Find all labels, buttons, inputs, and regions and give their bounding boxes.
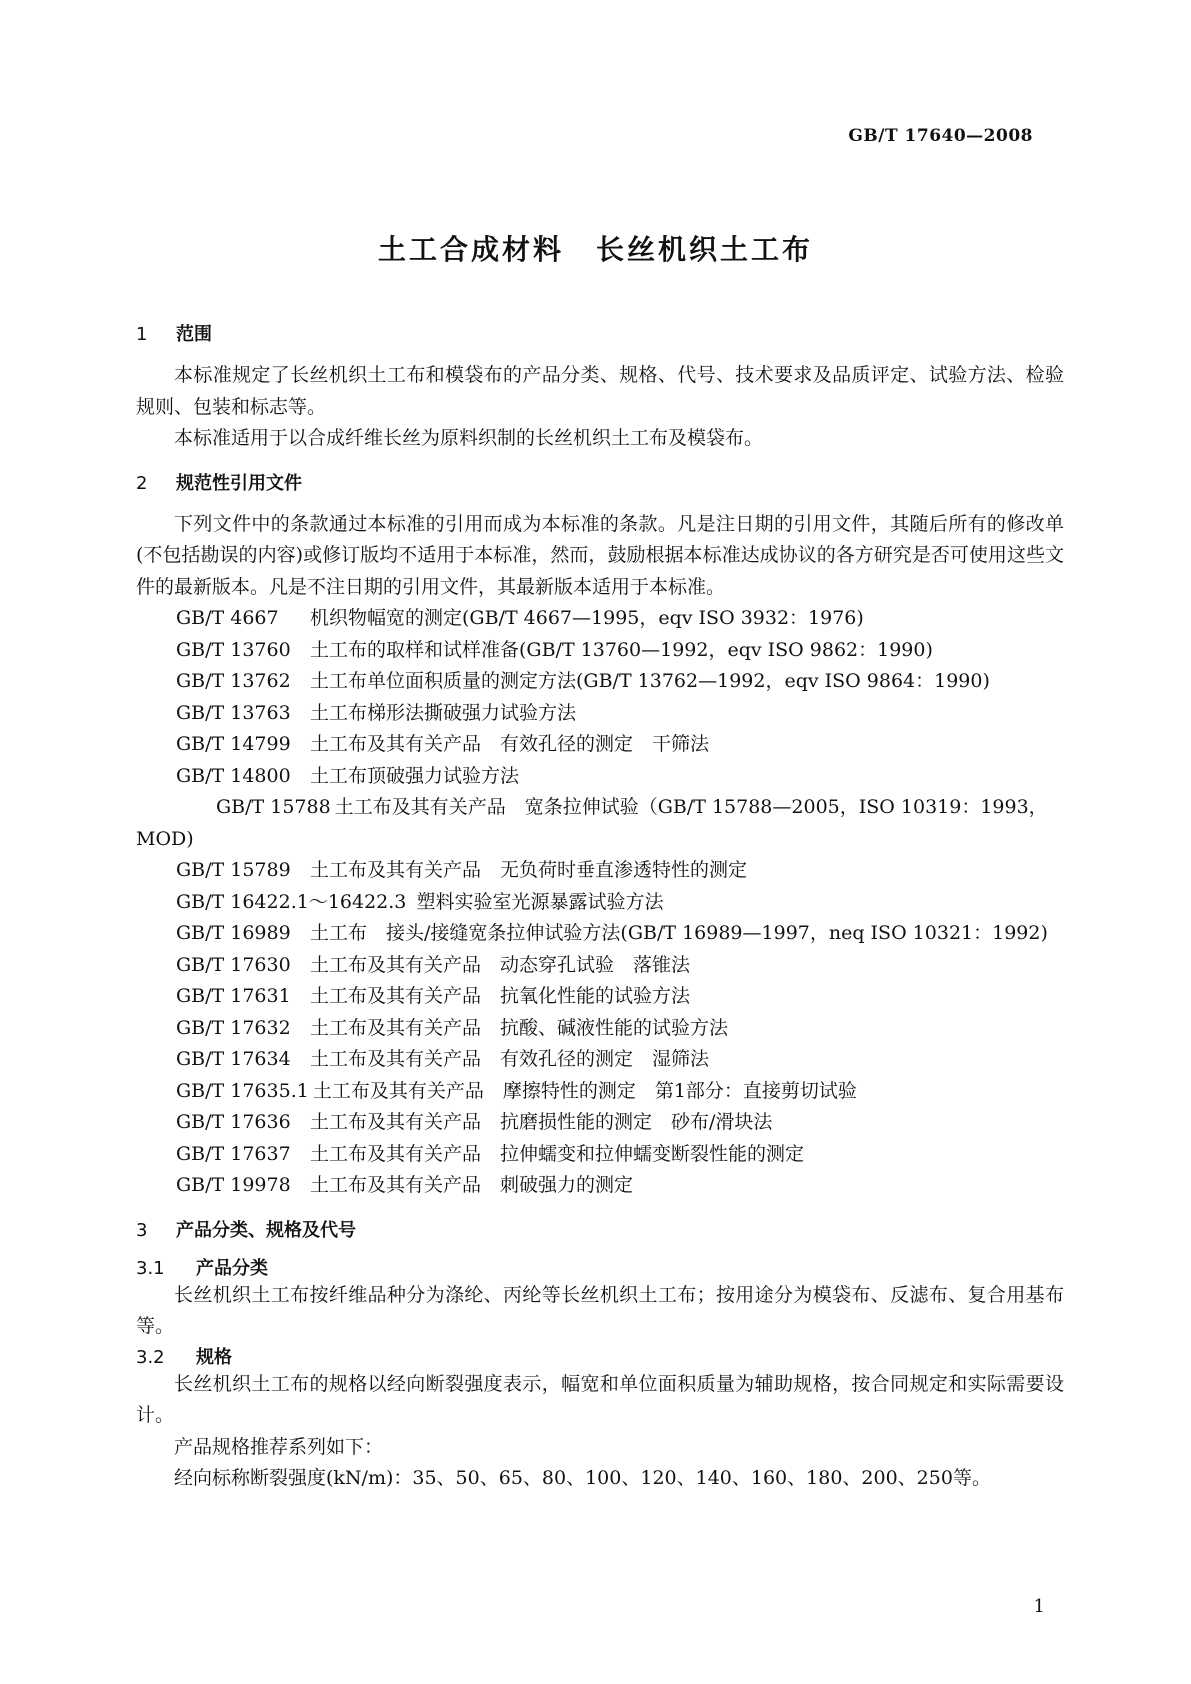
section-2-number: 2 [136, 472, 148, 494]
reference-item: GB/T 13763 土工布梯形法撕破强力试验方法 [176, 701, 577, 724]
reference-item: GB/T 19978 土工布及其有关产品 刺破强力的测定 [176, 1174, 634, 1196]
section-3-1-number: 3.1 [136, 1257, 165, 1279]
reference-item: GB/T 4667 机织物幅宽的测定(GB/T 4667—1995，eqv ISO 3932：1976) [176, 607, 864, 629]
paragraph: 产品规格推荐系列如下： [174, 1435, 384, 1458]
page-number: 1 [1033, 1596, 1045, 1617]
section-3-heading [136, 1216, 1064, 1242]
reference-item: GB/T 17637 土工布及其有关产品 拉伸蠕变和拉伸蠕变断裂性能的测定 [176, 1142, 805, 1165]
reference-item: GB/T 17635.1 土工布及其有关产品 摩擦特性的测定 第1部分：直接剪切试验 [176, 1079, 857, 1102]
reference-item: GB/T 13760 土工布的取样和试样准备(GB/T 13760—1992，eqv ISO 9862：1990) [176, 638, 933, 661]
reference-item: GB/T 17632 土工布及其有关产品 抗酸、碱液性能的试验方法 [176, 1016, 729, 1039]
reference-item: GB/T 17636 土工布及其有关产品 抗磨损性能的测定 砂布/滑块法 [176, 1111, 773, 1133]
paragraph: 长丝机织土工布按纤维品种分为涤纶、丙纶等长丝机织土工布；按用途分为模袋布、反滤布、复合用基布等。 [136, 1283, 1064, 1337]
document-title [0, 228, 1191, 268]
reference-list [136, 603, 1064, 1202]
reference-item: GB/T 15789 土工布及其有关产品 无负荷时垂直渗透特性的测定 [176, 859, 748, 881]
paragraph: 本标准适用于以合成纤维长丝为原料织制的长丝机织土工布及模袋布。 [174, 427, 764, 449]
section-1-number: 1 [136, 324, 148, 345]
section-3-2-title: 规格 [196, 1346, 232, 1368]
section-3-title: 产品分类、规格及代号 [176, 1219, 356, 1241]
section-3-2-heading [136, 1343, 1064, 1369]
reference-item: GB/T 17631 土工布及其有关产品 抗氧化性能的试验方法 [176, 985, 691, 1007]
paragraph: 下列文件中的条款通过本标准的引用而成为本标准的条款。凡是注日期的引用文件，其随后所有的修改单(不包括勘误的内容)或修订版均不适用于本标准，然而，鼓励根据本标准达成协议的各方研究是否可使用这些文件的最新版本。凡是不注日期的引用文件，其最新版本适用于本标准。 [136, 512, 1064, 598]
section-3-number: 3 [136, 1219, 148, 1241]
section-1-title: 范围 [176, 324, 212, 345]
reference-item: GB/T 13762 土工布单位面积质量的测定方法(GB/T 13762—1992，eqv ISO 9864：1990) [176, 670, 990, 692]
reference-item: GB/T 14799 土工布及其有关产品 有效孔径的测定 干筛法 [176, 733, 710, 755]
section-3-1-heading [136, 1254, 1064, 1280]
reference-item: GB/T 17630 土工布及其有关产品 动态穿孔试验 落锥法 [176, 953, 691, 976]
reference-item: GB/T 17634 土工布及其有关产品 有效孔径的测定 湿筛法 [176, 1048, 710, 1070]
reference-item: GB/T 16422.1～16422.3 塑料实验室光源暴露试验方法 [176, 890, 664, 913]
paragraph: 长丝机织土工布的规格以经向断裂强度表示，幅宽和单位面积质量为辅助规格，按合同规定和实际需要设计。 [136, 1372, 1064, 1426]
title-part1: 土工合成材料 [377, 233, 564, 266]
section-2-heading [136, 469, 1064, 495]
section-2-title: 规范性引用文件 [176, 472, 302, 494]
standard-code: GB/T 17640—2008 [848, 126, 1033, 146]
reference-item: GB/T 16989 土工布 接头/接缝宽条拉伸试验方法(GB/T 16989—1997，neq ISO 10321：1992) [176, 922, 1048, 944]
reference-item: GB/T 15788 土工布及其有关产品 宽条拉伸试验（GB/T 15788—2005，ISO 10319：1993，MOD) [136, 796, 1048, 850]
section-3-2-number: 3.2 [136, 1346, 165, 1368]
title-part2: 长丝机织土工布 [596, 233, 814, 266]
reference-item: GB/T 14800 土工布顶破强力试验方法 [176, 764, 520, 787]
document-body [136, 320, 1064, 1495]
section-1-heading [136, 320, 1064, 346]
section-3-1-title: 产品分类 [196, 1257, 268, 1279]
paragraph: 经向标称断裂强度(kN/m)：35、50、65、80、100、120、140、160、180、200、250等。 [174, 1467, 991, 1489]
paragraph: 本标准规定了长丝机织土工布和模袋布的产品分类、规格、代号、技术要求及品质评定、试验方法、检验规则、包装和标志等。 [136, 364, 1064, 418]
